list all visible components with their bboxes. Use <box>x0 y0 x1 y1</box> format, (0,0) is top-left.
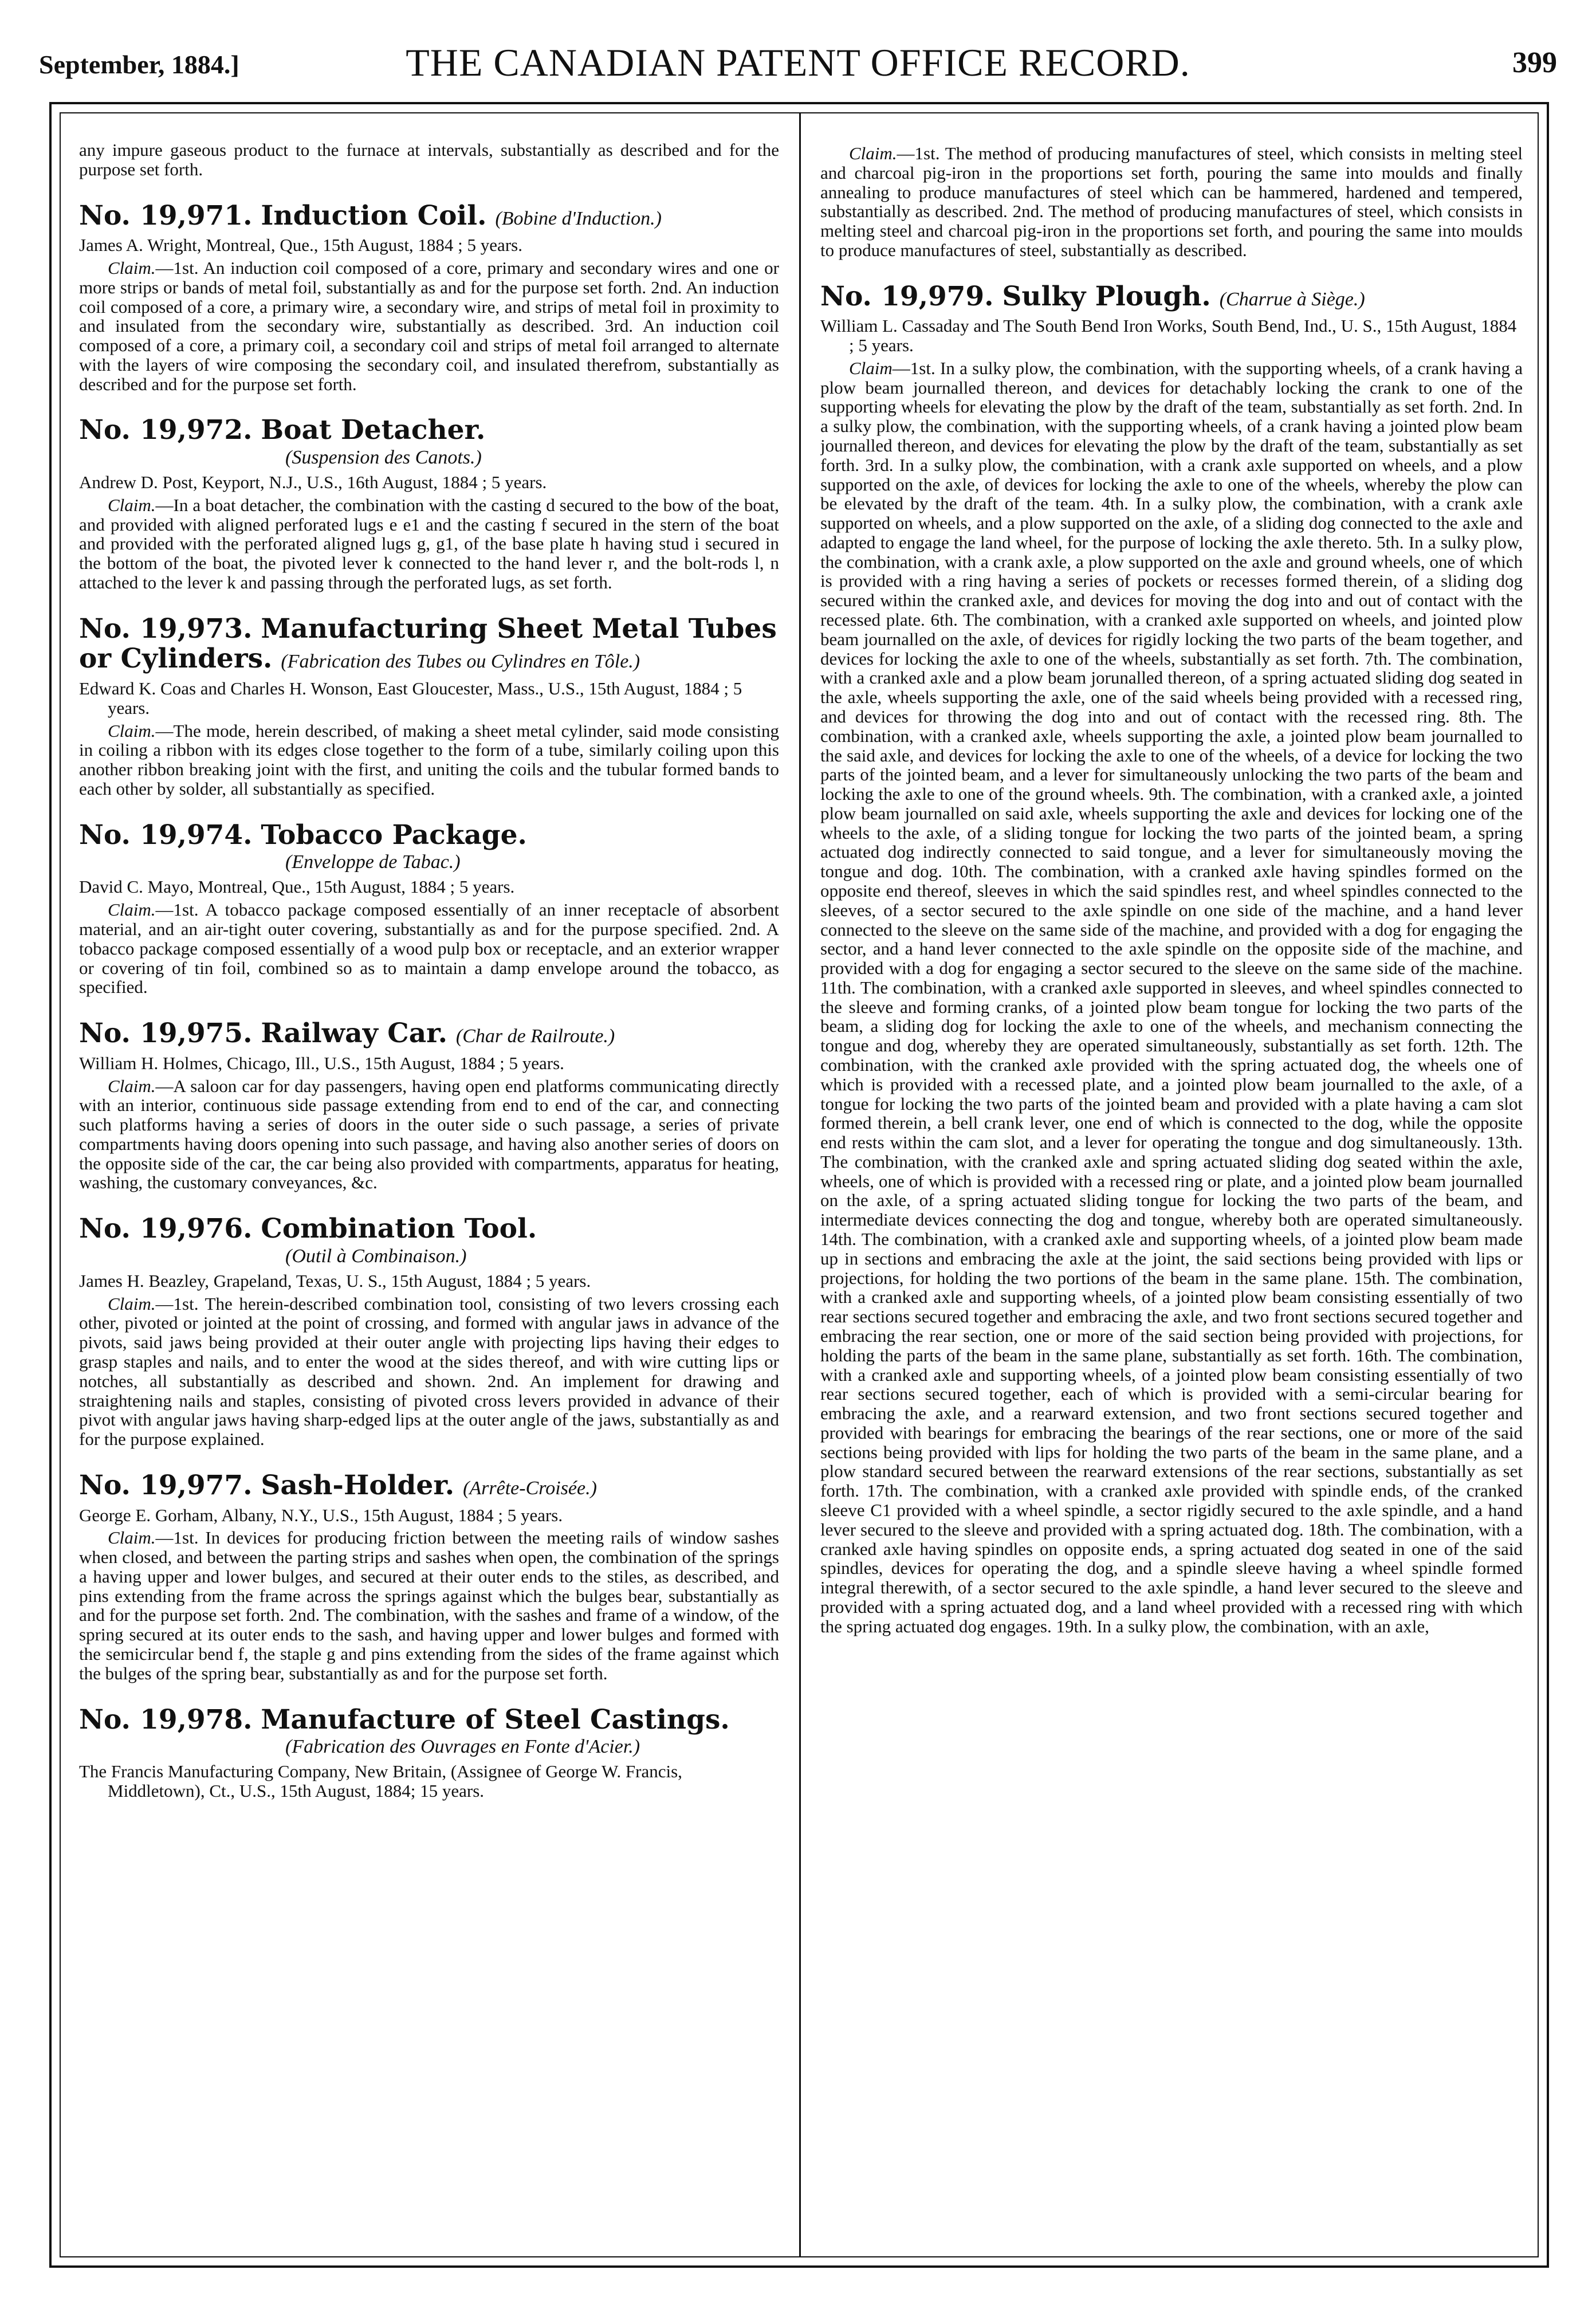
patent-number: No. 19,972. <box>79 414 253 446</box>
left-column <box>79 140 779 2237</box>
patent-french-name: (Char de Railroute.) <box>455 1026 615 1047</box>
patent-number: No. 19,974. <box>79 819 253 851</box>
page-number: 399 <box>1512 46 1557 79</box>
patent-french-name: (Charrue à Siège.) <box>1219 288 1365 310</box>
claim-text: —In a boat detacher, the combination with the casting d secured to the bow of the boat, and provided with aligned perforated lugs e e1 and the casting f secured in the stern of the boat and provided with the perforated aligned lugs g, g1, of the base plate h having stud i secured in the bottom of the boat, the pivoted lever k connected to the hand lever r, and the bolt-rods l, n attached to the lever k and passing through the perforated lugs, as set forth. <box>79 494 779 593</box>
claim-text: —1st. The herein-described combination tool, consisting of two levers crossing each other, pivoted or jointed at the point of crossing, and formed with angular jaws in advance of the pivots, said jaws being provided at their outer angle with projecting lips having their edges to grasp staples and nails, and to enter the wood at the sides thereof, and with wire cutting lips or notches, all substantially as described and shown. 2nd. An implement for drawing and straightening nails and staples, consisting of pivoted cross levers provided in advance of their pivot with angular jaws having sharp-edged lips at the outer angle of the jaws, substantially as and for the purpose explained. <box>79 1293 779 1450</box>
patent-claim <box>79 1528 779 1683</box>
patent-claim <box>79 496 779 592</box>
claim-label: Claim. <box>108 900 156 920</box>
patent-heading <box>820 282 1523 312</box>
patent-french-name: (Arrête-Croisée.) <box>463 1477 597 1499</box>
patent-entry <box>79 1019 779 1192</box>
patent-name: Sash-Holder. <box>261 1469 455 1501</box>
patent-number: No. 19,978. <box>79 1703 253 1735</box>
patent-entry <box>79 820 779 997</box>
patent-inventor: David C. Mayo, Montreal, Que., 15th August, 1884 ; 5 years. <box>79 877 515 897</box>
patent-number: No. 19,971. <box>79 199 253 231</box>
patent-name: Sulky Plough. <box>1002 280 1211 312</box>
patent-french-name: (Bobine d'Induction.) <box>495 207 662 229</box>
patent-number: No. 19,979. <box>820 280 994 312</box>
patent-heading <box>79 1019 779 1049</box>
page-header <box>39 40 1557 92</box>
issue-date: September, 1884.] <box>39 50 239 79</box>
patent-name: Manufacture of Steel Castings. <box>261 1703 730 1735</box>
patent-number: No. 19,977. <box>79 1469 253 1501</box>
patent-claim <box>79 900 779 997</box>
patent-entry <box>79 415 779 592</box>
claim-label: Claim. <box>108 1527 156 1548</box>
patent-name: Combination Tool. <box>261 1213 537 1245</box>
continued-claim <box>820 144 1523 260</box>
patent-heading <box>79 1214 779 1244</box>
patent-french-name: (Fabrication des Ouvrages en Fonte d'Acier.) <box>285 1736 640 1758</box>
patent-name: Railway Car. <box>261 1018 447 1050</box>
patent-claim <box>79 1077 779 1193</box>
patent-inventor: James H. Beazley, Grapeland, Texas, U. S., 15th August, 1884 ; 5 years. <box>79 1270 591 1291</box>
patent-name: Induction Coil. <box>261 199 487 231</box>
patent-heading <box>79 201 779 231</box>
claim-text: —1st. An induction coil composed of a core, primary and secondary wires and one or more strips or bands of metal foil, substantially as and for the purpose set forth. 2nd. An induction coil composed of a core, a primary wire, a secondary wire, and strips of metal foil in proximity to and insulated from the secondary wire, substantially as described. 3rd. An induction coil composed of a core, a primary coil, a secondary coil and strips of metal foil arranged to alternate with the layers of wire composing the secondary coil, and insulated therefrom, substantially as described and for the purpose set forth. <box>79 257 779 394</box>
patent-inventor: William L. Cassaday and The South Bend Iron Works, South Bend, Ind., U. S., 15th August, 1884 ; 5 years. <box>820 316 1517 356</box>
patent-entry <box>79 201 779 394</box>
patent-heading <box>79 415 779 446</box>
patent-name: Manufacturing Sheet Metal Tubes or Cylinders. <box>79 612 777 675</box>
claim-text: —1st. In a sulky plow, the combination, with the supporting wheels, of a crank having a plow beam journalled thereon, and devices for detachably locking the crank to one of the supporting wheels for elevating the plow by the draft of the team, substantially as set forth. 2nd. In a sulky plow, the combination, with the supporting wheels, of a crank having a jointed plow beam journalled thereon, and devices for elevating the plow by the draft of the team, substantially as set forth. 3rd. In a sulky plow, the combination, with a crank axle supported on wheels, and a plow supported on the axle, of devices for locking the axle to one of the wheels, whereby the plow can be elevated by the draft of the team. 4th. In a sulky plow, the combination, with a crank axle supported on wheels, and a plow supported on the axle, of a sliding dog connected to the axle and adapted to engage the land wheel, for the purpose of locking the axle thereto. 5th. In a sulky plow, the combination, with a crank axle, a plow supported on the axle and ground wheels, one of which is provided with a ring having a series of pockets or recesses formed therein, of a sliding dog secured within the cranked axle, and devices for moving the dog into and out of contact with the recessed plate. 6th. The combination, with a cranked axle supported on wheels, and jointed plow beam journalled on the axle, of devices for rigidly locking the two parts of the beam together, and devices for locking the axle to one of the wheels, substantially as set forth. 7th. The combination, with a cranked axle and a plow beam jorunalled thereon, of a spring actuated sliding dog seated in the axle, wheels supporting the axle, one of the said wheels being provided with a recessed ring, and devices for throwing the dog into and out of contact with the recessed ring. 8th. The combination, with a cranked axle, wheels supporting the axle, a jointed plow beam journalled to the said axle, and devices for locking the axle to one of the wheels, of a device for locking the two parts of the jointed beam, and a lever for simultaneously unlocking the two parts of the beam and locking the axle to one of the ground wheels. 9th. The combination, with a cranked axle, a jointed plow beam journalled on said axle, wheels supporting the axle and devices for locking one of the wheels to the axle, of a sliding tongue for locking the two parts of the jointed beam, a spring actuated dog indirectly connected to said tongue, and a lever for simultaneously moving the tongue and dog. 10th. The combination, with a cranked axle having spindles formed on the opposite end thereof, sleeves in which the said spindles rest, and wheel spindles connected to the sleeves, of a sector secured to the axle spindle on one side of the machine, and a hand lever connected to the sleeve on the same side of the machine, and provided with a dog for engaging the sector, and a hand lever connected to the axle spindle on the opposite side of the machine, and provided with a dog for engaging a sector secured to the sleeve on the same side of the machine. 11th. The combination, with a cranked axle supported in sleeves, and wheel spindles connected to the sleeve and forming cranks, of a jointed plow beam tongue for locking the two parts of the beam, a sliding dog for locking the axle to one of the wheels, and mechanism connecting the tongue and dog, whereby they are operated simultaneously, substantially as set forth. 12th. The combination, with the cranked axle provided with the spring actuated dog, the wheels one of which is provided with a recessed plate, and a jointed plow beam journalled to the axle, of a tongue for locking the two parts of the jointed beam and provided with a plate having a cam slot formed therein, a bell crank lever, one end of which is connected to the dog, while the opposite end rests within the cam slot, and a lever for operating the tongue and dog simultaneously. 13th. The combination, with the cranked axle and spring actuated sliding dog seated within the axle, wheels, one of which is provided with a recessed ring or plate, and a jointed plow beam journalled on the axle, of a spring actuated sliding tongue for locking the two parts of the beam, and intermediate devices connecting the dog and tongue, whereby both are operated simultaneously. 14th. The combination, with a cranked axle and supporting wheels, of a jointed plow beam made up in sections and embracing the axle at the joint, the said sections being provided with lips or projections, for holding the two portions of the beam in the same plane. 15th. The combination, with a cranked axle and supporting wheels, of a jointed plow beam consisting essentially of two rear sections secured together and embracing the axle, and two front sections secured together and embracing the rear section, one or more of the said section being provided with projections, for holding the parts of the beam in the same plane, substantially as set forth. 16th. The combination, with a cranked axle and supporting wheels, of a jointed plow beam consisting essentially of two rear sections secured together, each of which is provided with a semi-circular bearing for embracing the axle, and a rearward extension, and two front sections secured together and provided with bearings for embracing the bearings of the rear sections, one or more of the said sections being provided with lips for holding the two parts of the beam in the same plane, and a plow standard secured between the rearward extensions of the rear sections, substantially as set forth. 17th. The combination, with a cranked axle provided with spindle ends, of the cranked sleeve C1 provided with a wheel spindle, a sector rigidly secured to the axle spindle, and a hand lever secured to the sleeve and provided with a spring actuated dog. 18th. The combination, with a cranked axle having spindles on opposite ends, a spring actuated dog seated in one of the said spindles, devices for operating the dog, and a spindle sleeve having a wheel spindle formed integral therewith, of a sector secured to the axle spindle, a hand lever secured to the sleeve and provided with a spring actuated dog, and a land wheel provided with a recessed ring with which the spring actuated dog engages. 19th. In a sulky plow, the combination, with an axle, <box>820 358 1523 1636</box>
patent-entry <box>79 1214 779 1449</box>
publication-title: THE CANADIAN PATENT OFFICE RECORD. <box>406 41 1190 84</box>
claim-label: Claim. <box>108 494 156 515</box>
patent-heading <box>79 1705 779 1735</box>
patent-heading <box>79 1471 779 1501</box>
claim-label: Claim. <box>849 143 897 163</box>
patent-inventor: Edward K. Coas and Charles H. Wonson, East Gloucester, Mass., U.S., 15th August, 1884 ; 5 years. <box>79 678 742 718</box>
claim-label: Claim. <box>108 1293 156 1314</box>
patent-heading <box>79 614 779 674</box>
patent-inventor: The Francis Manufacturing Company, New Britain, (Assignee of George W. Francis, Middletown), Ct., U.S., 15th August, 1884; 15 years. <box>79 1761 682 1801</box>
claim-label: Claim. <box>108 257 156 278</box>
patent-number: No. 19,976. <box>79 1213 253 1245</box>
patent-entry <box>79 1705 779 1801</box>
claim-text: —1st. The method of producing manufactures of steel, which consists in melting steel and charcoal pig-iron in the proportions set forth, pouring the same into moulds and finally annealing to produce manufactures of steel which can be hammered, hardened and tempered, substantially as described. 2nd. The method of producing manufactures of steel, which consists in melting steel and charcoal pig-iron in the proportions set forth, and pouring the same into moulds to produce manufactures of steel, substantially as described. <box>820 143 1523 260</box>
claim-label: Claim. <box>108 720 156 741</box>
patent-entry <box>79 1471 779 1683</box>
patent-inventor: Andrew D. Post, Keyport, N.J., U.S., 16th August, 1884 ; 5 years. <box>79 472 547 493</box>
patent-french-name: (Suspension des Canots.) <box>285 447 482 469</box>
claim-label: Claim. <box>108 1075 156 1096</box>
patent-claim <box>79 1294 779 1449</box>
patent-french-name: (Enveloppe de Tabac.) <box>285 851 461 873</box>
patent-inventor: William H. Holmes, Chicago, Ill., U.S., 15th August, 1884 ; 5 years. <box>79 1053 564 1073</box>
right-column <box>820 140 1523 2237</box>
patent-entry <box>820 282 1523 1636</box>
patent-number: No. 19,973. <box>79 612 253 645</box>
patent-claim <box>79 258 779 394</box>
patent-name: Boat Detacher. <box>261 414 486 446</box>
patent-number: No. 19,975. <box>79 1018 253 1050</box>
claim-text: —1st. In devices for producing friction between the meeting rails of window sashes when closed, and between the parting strips and sashes when open, the combination of the springs a having upper and lower bulges, and secured at their outer ends to the stiles, as described, and pins extending from the frame across the springs against which the bulges bear, substantially as and for the purpose set forth. 2nd. The combination, with the sashes and frame of a window, of the spring secured at its outer ends to the sash, and having upper and lower bulges and formed with the semicircular bend f, the staple g and pins extending from the sides of the frame against which the bulges of the spring bear, substantially as and for the purpose set forth. <box>79 1527 779 1683</box>
patent-entry <box>79 614 779 799</box>
claim-label: Claim <box>849 358 893 378</box>
patent-claim <box>820 359 1523 1636</box>
claim-text: —A saloon car for day passengers, having open end platforms communicating directly with an interior, continuous side passage extending from end to end of the car, and connecting such platforms having a series of doors in the outer side o such passage, a series of private compartments having doors opening into such passage, and having also another series of doors on the opposite side of the car, the car being also provided with compartments, apparatus for heating, washing, the customary conveyances, &c. <box>79 1075 779 1193</box>
patent-french-name: (Fabrication des Tubes ou Cylindres en Tôle.) <box>281 651 640 673</box>
patent-inventor: James A. Wright, Montreal, Que., 15th August, 1884 ; 5 years. <box>79 235 522 256</box>
patent-heading <box>79 820 779 851</box>
patent-french-name: (Outil à Combinaison.) <box>285 1245 467 1267</box>
claim-text: —1st. A tobacco package composed essentially of an inner receptacle of absorbent material, and an air-tight outer covering, substantially as and for the purpose specified. 2nd. A tobacco package composed essentially of a wood pulp box or receptacle, and an exterior wrapper or covering of tin foil, combined so as to maintain a damp envelope around the tobacco, as specified. <box>79 900 779 998</box>
claim-text: —The mode, herein described, of making a sheet metal cylinder, said mode consisting in coiling a ribbon with its edges close together to the form of a tube, similarly coiling upon this another ribbon breaking joint with the first, and uniting the coils and the tubular formed bands to each other by solder, all substantially as specified. <box>79 720 779 799</box>
continued-claim: any impure gaseous product to the furnace at intervals, substantially as described and for the purpose set forth. <box>79 140 779 179</box>
patent-claim <box>79 721 779 799</box>
column-divider <box>799 112 801 2257</box>
patent-inventor: George E. Gorham, Albany, N.Y., U.S., 15th August, 1884 ; 5 years. <box>79 1505 563 1525</box>
patent-name: Tobacco Package. <box>261 819 527 851</box>
